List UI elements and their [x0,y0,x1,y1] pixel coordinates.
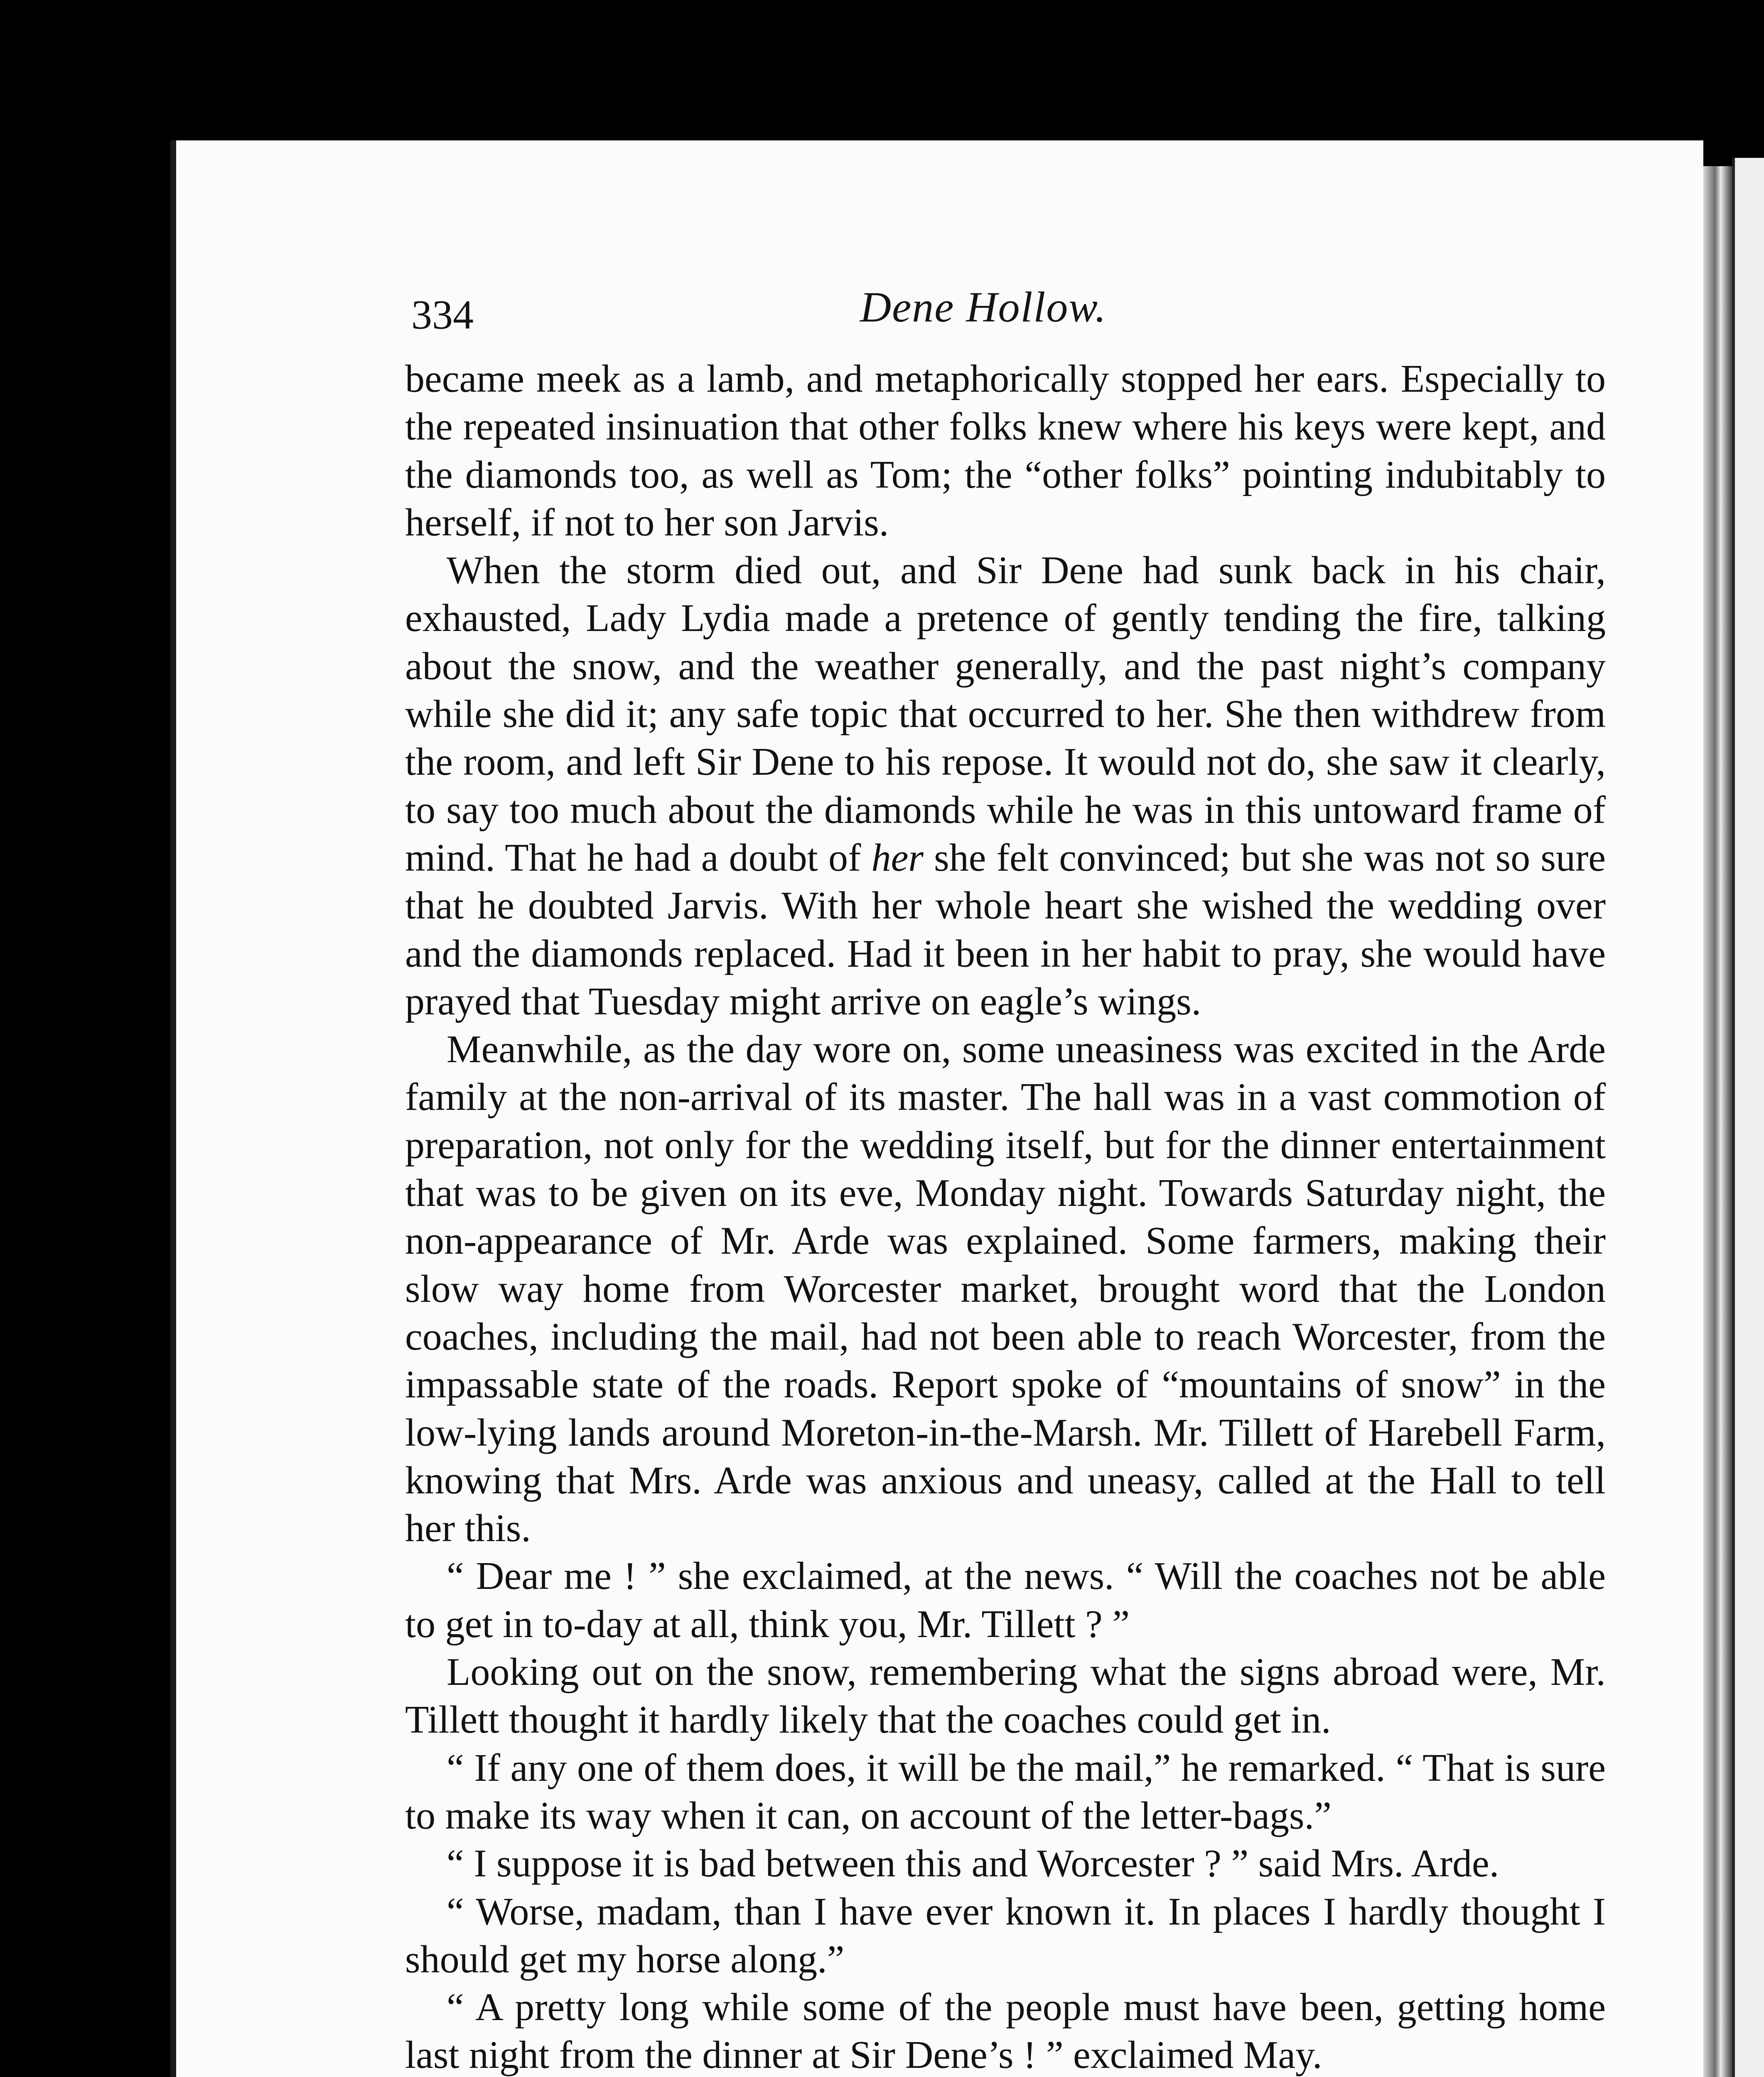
paragraph [405,547,1606,1026]
paragraph [405,355,1606,547]
page-edge-shadow [1703,166,1732,2077]
paragraph [405,1840,1606,1888]
paragraph-text: “ I suppose it is bad between this and Worcester ? ” said Mrs. Arde. [447,1842,1499,1886]
paragraph-text: “ Worse, madam, than I have ever known it. In places I hardly thought I should get my horse along.” [405,1890,1606,1981]
paragraph-text: “ A pretty long while some of the people must have been, getting home last night from the dinner at Sir Dene’s ! ” exclaimed May. [405,1986,1606,2077]
paragraph-text: she felt convinced; but she was not so sure that he doubted Jarvis. With her whole heart she wished the wedding over and the diamonds replaced. Had it been in her habit to pray, she would have prayed that Tuesday might arrive on eagle’s wings. [405,836,1606,1023]
paragraph [405,1648,1606,1744]
next-page-strip [1732,158,1764,2077]
running-head [411,283,1595,349]
page-number: 334 [411,292,474,338]
paragraph-text: “ Dear me ! ” she exclaimed, at the news. “ Will the coaches not be able to get in to-day at all, think you, Mr. Tillett ? ” [405,1554,1606,1646]
paragraph [405,1744,1606,1840]
paragraph [405,1026,1606,1552]
paragraph-text: When the storm died out, and Sir Dene had sunk back in his chair, exhausted, Lady Lydia made a pretence of gently tending the fire, talking about the snow, and the weather generally, and the past night’s company while she did it; any safe topic that occurred to her. She then withdrew from the room, and left Sir Dene to his repose. It would not do, she saw it clearly, to say too much about the diamonds while he was in this untoward frame of mind. That he had a doubt of [405,549,1606,879]
paragraph-text: Looking out on the snow, remembering what the signs abroad were, Mr. Tillett thought it hardly likely that the coaches could get in. [405,1650,1606,1742]
body-text [405,355,1606,2077]
paragraph-text: “ If any one of them does, it will be the mail,” he remarked. “ That is sure to make its way when it can, on account of the letter-bags.” [405,1746,1606,1837]
paragraph [405,1984,1606,2077]
paragraph [405,1552,1606,1648]
paragraph [405,1888,1606,1984]
italic-text: her [871,836,924,879]
running-title: Dene Hollow. [860,283,1107,331]
paragraph-text: Meanwhile, as the day wore on, some uneasiness was excited in the Arde family at the non-arrival of its master. The hall was in a vast commotion of preparation, not only for the wedding itself, but for the dinner entertainment that was to be given on its eve, Monday night. Towards Saturday night, the non-appearance of Mr. Arde was explained. Some farmers, making their slow way home from Worcester market, brought word that the London coaches, including the mail, had not been able to reach Worcester, from the impassable state of the roads. Report spoke of “mountains of snow” in the low-lying lands around Moreton-in-the-Marsh. Mr. Tillett of Harebell Farm, knowing that Mrs. Arde was anxious and uneasy, called at the Hall to tell her this. [405,1028,1606,1550]
paragraph-text: became meek as a lamb, and metaphorically stopped her ears. Especially to the repeated insinuation that other folks knew where his keys were kept, and the diamonds too, as well as Tom; the “other folks” pointing indubitably to herself, if not to her son Jarvis. [405,357,1606,544]
